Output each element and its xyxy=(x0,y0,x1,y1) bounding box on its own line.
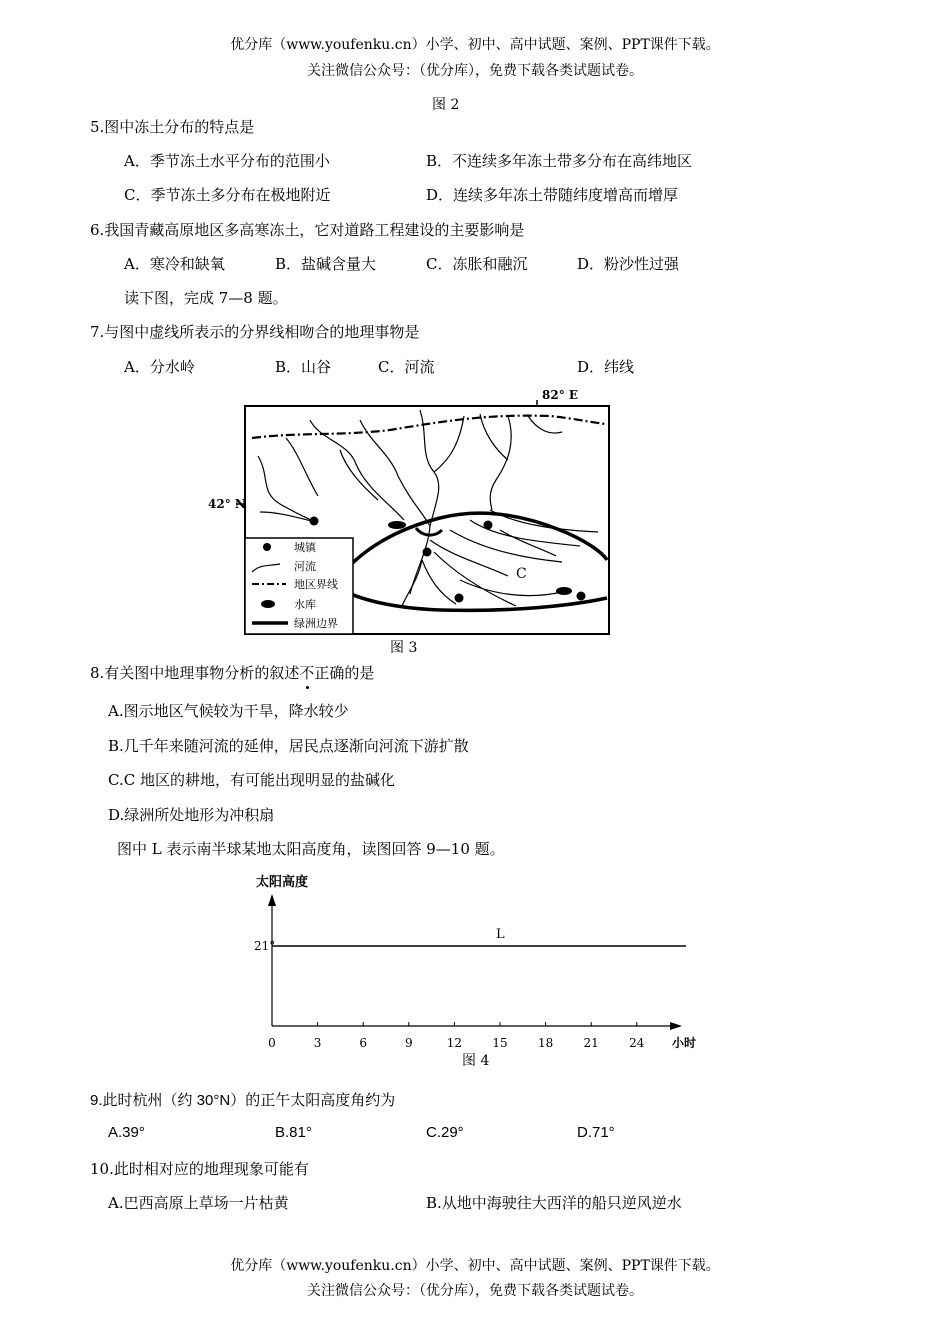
x-tick-label: 21 xyxy=(583,1036,599,1050)
oasis-boundary-north xyxy=(334,513,607,584)
footer-line-1: 优分库（www.youfenku.cn）小学、初中、高中试题、案例、PPT课件下载。 xyxy=(230,1258,720,1274)
reservoir-marker xyxy=(388,521,406,529)
legend-river-label: 河流 xyxy=(294,560,316,573)
chart-x-axis-arrow xyxy=(670,1022,682,1030)
question-10-stem: 10.此时相对应的地理现象可能有 xyxy=(90,1160,309,1178)
question-6-option-d: D．粉沙性过强 xyxy=(577,255,680,273)
x-tick-label: 0 xyxy=(268,1036,276,1050)
legend-town-label: 城镇 xyxy=(294,541,316,554)
x-tick-label: 6 xyxy=(359,1036,368,1050)
question-5-option-b: B．不连续多年冻土带多分布在高纬地区 xyxy=(426,152,693,170)
instruction-7-8: 读下图，完成 7—8 题。 xyxy=(124,289,288,307)
question-9-option-d: D.71° xyxy=(577,1124,615,1141)
legend-boundary-label: 地区界线 xyxy=(294,578,338,591)
x-tick-label: 3 xyxy=(313,1036,322,1050)
header-line-2: 关注微信公众号：（优分库），免费下载各类试题试卷。 xyxy=(307,63,643,79)
question-10-option-b: B.从地中海驶往大西洋的船只逆风逆水 xyxy=(426,1194,682,1212)
question-6-option-b: B．盐碱含量大 xyxy=(275,255,377,273)
question-8-stem-before: 8.有关图中地理事物分析的叙述 xyxy=(90,664,300,682)
question-5-option-c: C．季节冻土多分布在极地附近 xyxy=(124,186,331,204)
instruction-9-10: 图中 L 表示南半球某地太阳高度角，读图回答 9—10 题。 xyxy=(117,840,505,858)
question-9-option-b: B.81° xyxy=(275,1124,312,1141)
chart-x-axis-label: 小时 xyxy=(672,1036,697,1050)
question-8-stem-mid: 正 xyxy=(314,664,330,682)
region-c-label: C xyxy=(516,566,527,582)
oasis-map xyxy=(190,380,630,660)
question-10-option-a: A.巴西高原上草场一片枯黄 xyxy=(108,1194,289,1212)
legend-oasis-label: 绿洲边界 xyxy=(294,617,338,630)
town-marker xyxy=(577,592,586,601)
footer-line-2: 关注微信公众号：（优分库），免费下载各类试题试卷。 xyxy=(307,1283,643,1299)
town-marker xyxy=(455,594,464,603)
question-7-option-c: C．河流 xyxy=(378,358,435,376)
question-5-stem: 5.图中冻土分布的特点是 xyxy=(90,118,255,136)
figure-4-caption: 图 4 xyxy=(462,1053,490,1069)
x-tick-label: 9 xyxy=(404,1036,413,1050)
question-9-stem: 9.此时杭州（约 30°N）的正午太阳高度角约为 xyxy=(90,1092,396,1109)
question-8-option-d: D.绿洲所处地形为冲积扇 xyxy=(108,806,275,824)
question-8-option-c: C.C 地区的耕地，有可能出现明显的盐碱化 xyxy=(108,771,395,789)
figure-3-caption: 图 3 xyxy=(390,640,418,656)
solar-altitude-chart xyxy=(240,866,720,1076)
chart-y-axis-label: 太阳高度 xyxy=(256,875,309,890)
town-marker xyxy=(423,548,432,557)
map-longitude-label: 82° E xyxy=(542,388,579,402)
x-tick-label: 15 xyxy=(492,1036,508,1050)
question-7-option-b: B．山谷 xyxy=(275,358,332,376)
question-6-stem: 6.我国青藏高原地区多高寒冻土，它对道路工程建设的主要影响是 xyxy=(90,221,525,239)
series-l-label: L xyxy=(496,927,505,942)
question-5-option-d: D．连续多年冻土带随纬度增高而增厚 xyxy=(426,186,679,204)
legend-reservoir-icon xyxy=(261,600,275,608)
town-marker xyxy=(484,521,493,530)
question-8-emphasis: 不 xyxy=(299,664,315,682)
legend-reservoir-label: 水库 xyxy=(294,598,316,611)
question-5-option-a: A．季节冻土水平分布的范围小 xyxy=(124,152,330,170)
question-6-option-a: A．寒冷和缺氧 xyxy=(124,255,225,273)
question-9-option-c: C.29° xyxy=(426,1124,464,1141)
map-latitude-label: 42° N xyxy=(208,497,246,511)
legend-town-icon xyxy=(263,543,271,551)
question-8-option-b: B.几千年来随河流的延伸，居民点逐渐向河流下游扩散 xyxy=(108,737,469,755)
figure-2-caption: 图 2 xyxy=(432,97,460,113)
chart-y-axis-arrow xyxy=(268,894,276,906)
question-8-stem xyxy=(90,662,374,683)
question-6-option-c: C．冻胀和融沉 xyxy=(426,255,528,273)
header-line-1: 优分库（www.youfenku.cn）小学、初中、高中试题、案例、PPT课件下载。 xyxy=(230,37,720,53)
question-7-option-d: D．纬线 xyxy=(577,358,635,376)
town-marker xyxy=(310,517,319,526)
reservoir-marker xyxy=(556,587,572,595)
question-8-option-a: A.图示地区气候较为干旱，降水较少 xyxy=(108,702,349,720)
x-tick-label: 12 xyxy=(446,1036,463,1050)
regional-boundary-line xyxy=(252,416,605,438)
chart-y-tick-label: 21° xyxy=(254,939,276,953)
question-7-stem: 7.与图中虚线所表示的分界线相吻合的地理事物是 xyxy=(90,323,420,341)
question-8-stem-after: 确的是 xyxy=(329,664,375,682)
question-7-option-a: A．分水岭 xyxy=(124,358,195,376)
x-tick-label: 24 xyxy=(629,1036,645,1050)
question-9-option-a: A.39° xyxy=(108,1124,145,1141)
x-tick-label: 18 xyxy=(537,1036,554,1050)
